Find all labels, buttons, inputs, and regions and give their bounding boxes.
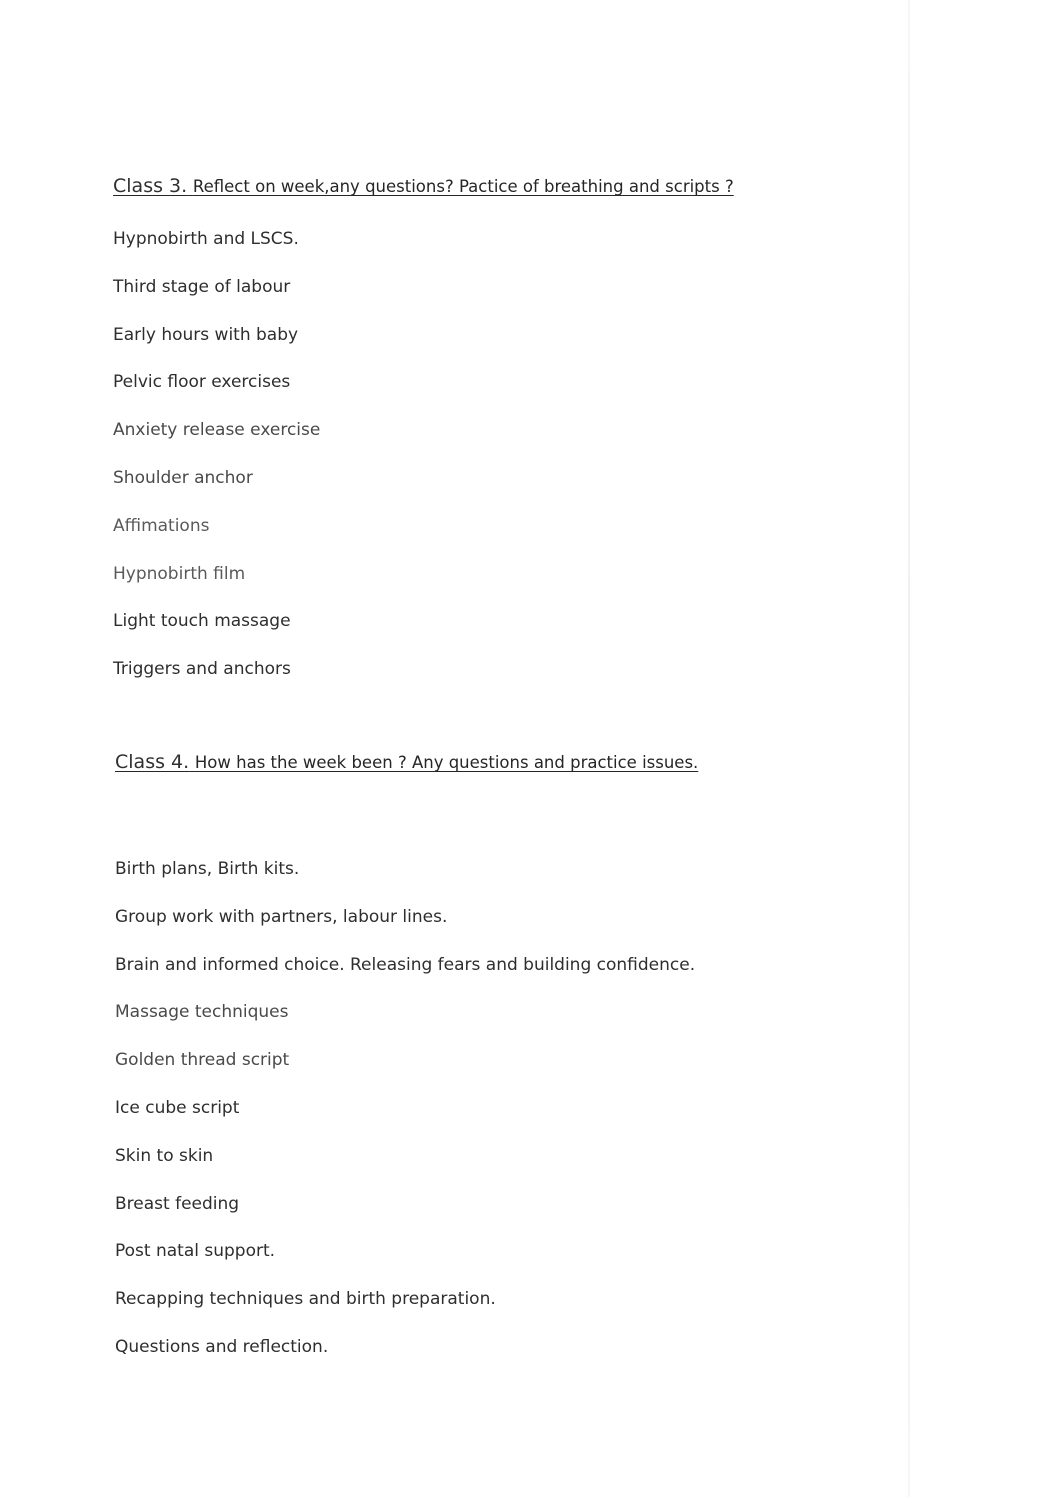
list-item: Massage techniques — [115, 1002, 289, 1023]
list-item: Golden thread script — [115, 1050, 290, 1071]
class-3-heading — [113, 172, 873, 201]
class-4-label: Class 4. — [115, 751, 190, 773]
list-item: Shoulder anchor — [113, 467, 253, 488]
list-item: Post natal support. — [115, 1241, 276, 1262]
class-3-section — [113, 172, 873, 705]
list-item: Ice cube script — [115, 1097, 240, 1118]
list-item: Recapping techniques and birth preparation. — [115, 1289, 496, 1310]
list-item: Anxiety release exercise — [113, 420, 321, 441]
class-4-description: How has the week been ? Any questions and practice issues. — [194, 753, 699, 772]
list-item: Group work with partners, labour lines. — [115, 906, 448, 927]
list-item: Light touch massage — [113, 611, 291, 632]
class-4-heading — [115, 748, 875, 777]
list-item: Third stage of labour — [113, 276, 291, 297]
class-3-topic-list — [113, 227, 873, 681]
list-item: Hypnobirth and LSCS. — [113, 229, 299, 249]
class-3-description: Reflect on week,any questions? Pactice of breathing and scripts ? — [192, 177, 734, 196]
list-item: Early hours with baby — [113, 324, 299, 345]
list-item: Questions and reflection. — [115, 1336, 329, 1357]
list-item: Hypnobirth film — [113, 563, 246, 584]
list-item: Skin to skin — [115, 1145, 214, 1166]
class-4-topic-list — [115, 857, 875, 1359]
class-4-section — [115, 748, 875, 1383]
list-item: Pelvic floor exercises — [113, 372, 291, 393]
list-item: Triggers and anchors — [113, 659, 291, 680]
list-item: Affimations — [113, 515, 210, 536]
scan-edge-shadow — [908, 0, 910, 1497]
class-3-label: Class 3. — [113, 175, 188, 197]
list-item: Breast feeding — [115, 1193, 240, 1214]
list-item: Birth plans, Birth kits. — [115, 859, 300, 879]
list-item: Brain and informed choice. Releasing fears and building confidence. — [115, 954, 696, 975]
